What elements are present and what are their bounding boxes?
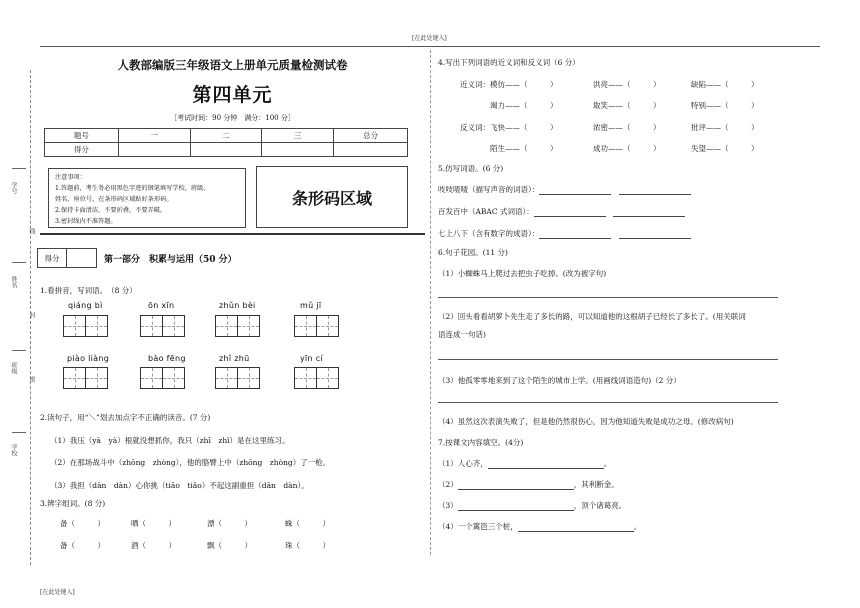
q6-title: 6.句子花园。(11 分) [438, 248, 508, 257]
q1-grid-7[interactable] [215, 367, 259, 389]
side-label-seal: 封 [28, 312, 35, 318]
q6-line-3: （3）他孤零零地来到了这个陌生的城市上学。(用画线词语造句)（2 分） [438, 376, 681, 385]
q1-pinyin-1: qiáng bì [68, 301, 103, 310]
q1-grid-8[interactable] [294, 367, 338, 389]
q4-r1-2[interactable]: 洪亮——（ ） [593, 80, 661, 89]
side-label-student-id: 学号 [10, 182, 17, 194]
column-divider [430, 50, 431, 555]
side-label-secret: 密 [28, 376, 35, 382]
q4-r4-2[interactable]: 成功——（ ） [593, 144, 661, 153]
q5-title: 5.仿写词语。(6 分) [438, 164, 504, 173]
side-label-school: 学校 [10, 444, 17, 456]
header-note: [在此处键入] [412, 35, 447, 42]
q4-title: 4.写出下列词语的近义词和反义词（6 分） [438, 58, 580, 67]
q4-r2-3[interactable]: 特别——（ ） [691, 101, 759, 110]
q1-grid-3[interactable] [215, 315, 259, 337]
q2-line-1: （1）我压（yā yà）根就没想抓你，我只（zhī zhǐ）是在这里练习。 [50, 436, 290, 445]
section-rule [40, 233, 425, 235]
side-label-line: 线 [28, 228, 35, 234]
q7-line-4: （4）一个篱笆三个桩， 。 [438, 522, 642, 531]
q6-line-1: （1）小蜘蛛马上爬过去把虫子吃掉。(改为被字句) [438, 269, 607, 278]
q2-line-2: （2）在那场战斗中（zhōng zhòng），他的胳臂上中（zhōng zhòng）了一枪。 [50, 458, 331, 467]
q5-line-1: 吱吱喳喳（描写声音的词语）： [438, 184, 691, 195]
q3-r2-4[interactable]: 珠（ ） [285, 541, 330, 550]
q4-r4-1[interactable]: 陌生——（ ） [490, 144, 558, 153]
q1-grid-4[interactable] [294, 315, 338, 337]
q1-pinyin-6: bào fēng [148, 354, 186, 363]
q1-grid-1[interactable] [63, 315, 107, 337]
q5-line-3: 七上八下（含有数字的成语）： [438, 228, 691, 239]
q3-r2-3[interactable]: 飘（ ） [207, 541, 252, 550]
q2-title: 2.读句子，用“＼”划去加点字不正确的读音。(7 分) [40, 413, 211, 422]
q4-r3-1[interactable]: 反义词：飞快——（ ） [460, 123, 558, 132]
q1-grid-2[interactable] [140, 315, 184, 337]
q1-pinyin-3: zhǔn bèi [219, 301, 256, 310]
q1-pinyin-8: yīn cí [300, 354, 323, 363]
q4-r2-1[interactable]: 竭力——（ ） [490, 101, 558, 110]
q3-r2-1[interactable]: 备（ ） [60, 541, 105, 550]
q1-pinyin-7: zhǐ zhū [219, 354, 250, 363]
q3-r2-2[interactable]: 酒（ ） [131, 541, 176, 550]
header-rule [40, 46, 820, 47]
q2-line-3: （3）我担（dān dàn）心你挑（tiāo tiǎo）不起这副重担（dān dàn）。 [50, 481, 309, 490]
q7-title: 7.按课文内容填空。(4分) [438, 438, 524, 447]
q1-grid-5[interactable] [63, 367, 107, 389]
side-label-name: 姓名 [10, 276, 17, 288]
q1-pinyin-5: piào liàng [67, 354, 110, 363]
q7-line-1: （1）人心齐， 。 [438, 459, 612, 468]
q4-r3-2[interactable]: 浓密——（ ） [593, 123, 661, 132]
notice-box: 注意事项： 1.答题前，考生务必用黑色字迹的钢笔填写学校、班级、 姓名、座位号，在条形码区域贴好条形码。 2.保持卡面清洁，不要折叠，不要弄破。 3.密封线内不准答题。 [48, 168, 246, 228]
q1-grid-6[interactable] [140, 367, 184, 389]
q6-answer-1[interactable] [438, 297, 778, 298]
q4-r3-3[interactable]: 批评——（ ） [691, 123, 759, 132]
q6-line-4: （4）虽然这次表演失败了，但是他仍然很伤心，因为他知道失败是成功之母。(修改病句) [438, 417, 734, 426]
q5-line-2: 百发百中（ABAC 式词语）： [438, 206, 685, 217]
q4-r4-3[interactable]: 失望——（ ） [691, 144, 759, 153]
q1-pinyin-2: ōn xīn [148, 301, 175, 310]
exam-meta: ［考试时间：90 分钟 满分：100 分］ [170, 114, 295, 122]
exam-title: 人教部编版三年级语文上册单元质量检测试卷 [117, 58, 348, 72]
part1-title: 第一部分 积累与运用（50 分） [104, 255, 237, 265]
q6-answer-2[interactable] [438, 359, 778, 360]
q4-r1-3[interactable]: 缺陷——（ ） [691, 80, 759, 89]
footer-note: [在此处键入] [40, 589, 75, 596]
q3-r1-2[interactable]: 晒（ ） [131, 519, 176, 528]
unit-title: 第四单元 [192, 84, 273, 106]
q3-r1-3[interactable]: 漂（ ） [207, 519, 252, 528]
q3-r1-1[interactable]: 备（ ） [60, 519, 105, 528]
part1-score-box: 得分 [37, 248, 97, 268]
q3-title: 3.辨字组词。(8 分) [40, 499, 106, 508]
score-table: 题号 一 二 三 总分 得分 [44, 128, 408, 157]
side-label-class: 班级 [10, 362, 17, 374]
q7-line-3: （3） ，顶个诸葛亮。 [438, 501, 627, 510]
q7-line-2: （2） ，其利断金。 [438, 480, 619, 489]
q6-line-2b: 语连成一句话) [438, 330, 486, 339]
q4-r2-2[interactable]: 取笑——（ ） [593, 101, 661, 110]
q4-r1-1[interactable]: 近义词：模仿——（ ） [460, 80, 558, 89]
barcode-area: 条形码区域 [256, 166, 408, 228]
q1-pinyin-4: mǔ jī [300, 301, 322, 310]
q1-title: 1.看拼音，写词语。 （8 分） [40, 286, 137, 295]
q6-answer-3[interactable] [438, 402, 778, 403]
q6-line-2: （2）回头看看胡萝卜先生走了多长的路，可以知道他的这根胡子已经长了多长了。(用关联词 [438, 312, 746, 321]
q3-r1-4[interactable]: 蛛（ ） [285, 519, 330, 528]
